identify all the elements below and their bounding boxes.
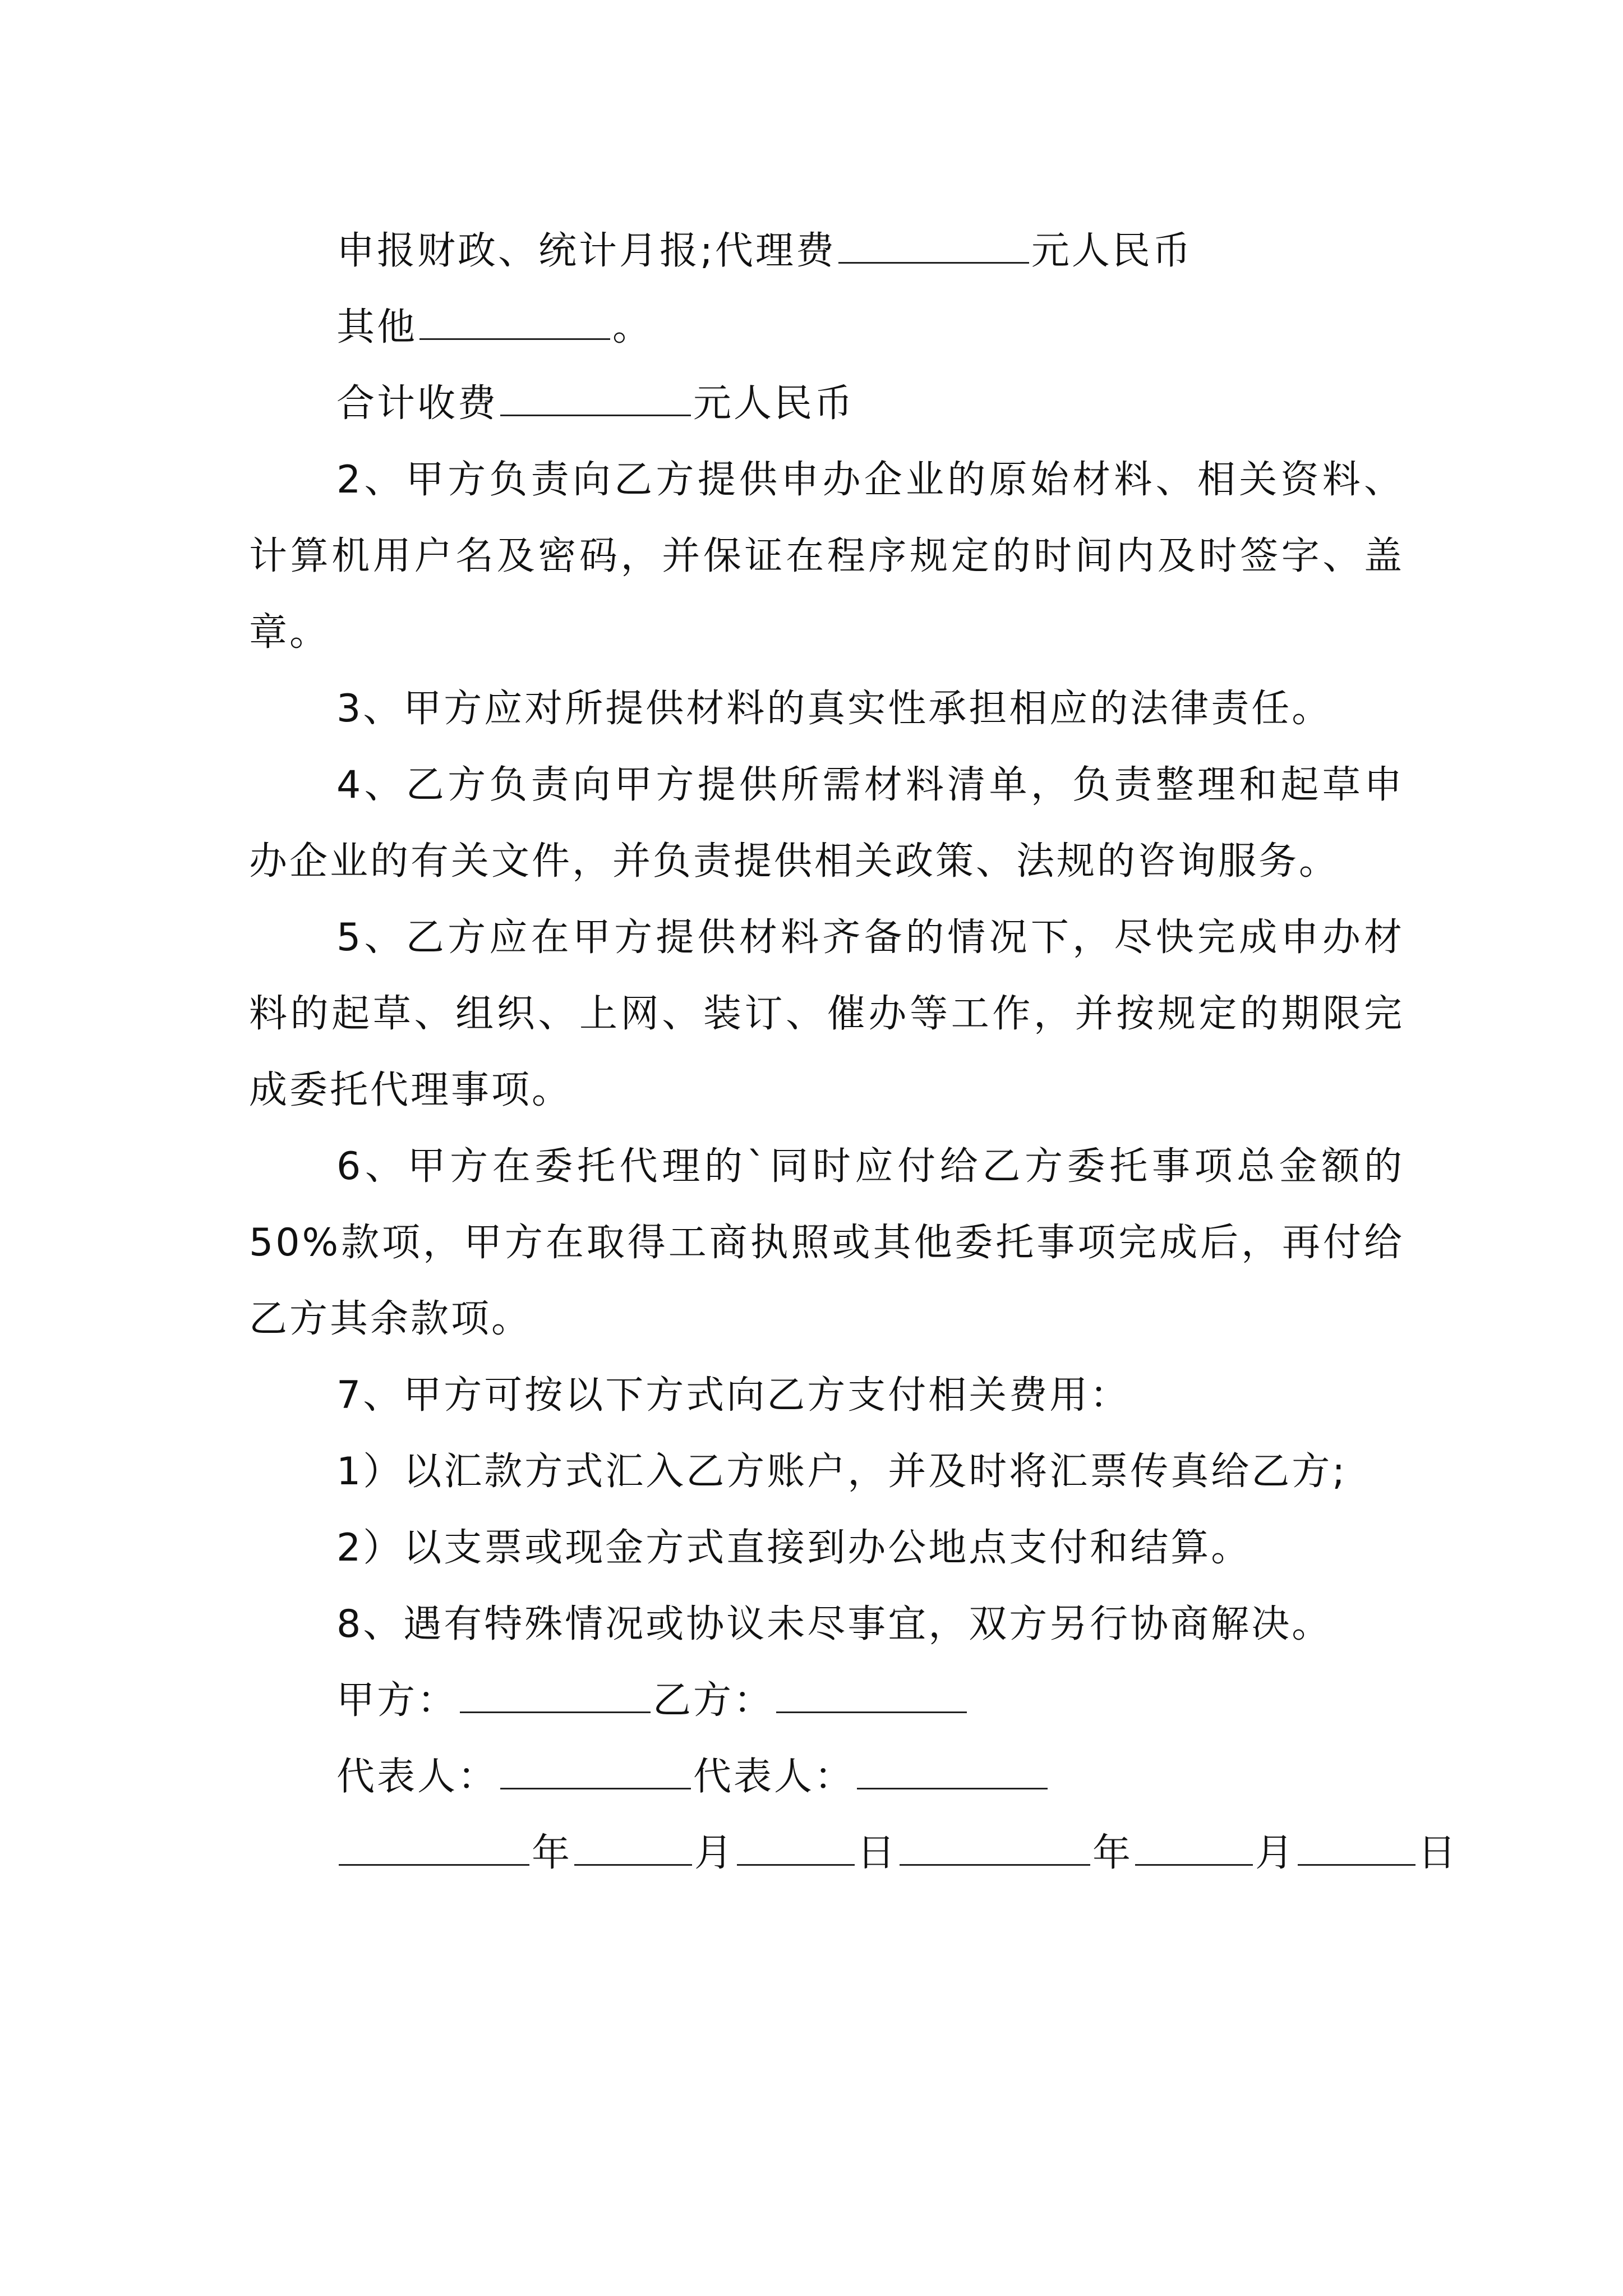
date-a-month-blank: [574, 1835, 692, 1866]
clause-5: 5、乙方应在甲方提供材料齐备的情况下，尽快完成申办材料的起草、组织、上网、装订、催办等工作，并按规定的期限完成委托代理事项。: [249, 915, 1404, 1112]
date-b-year: 年: [1092, 1831, 1133, 1875]
date-b-day-blank: [1298, 1835, 1415, 1866]
party-b-label: 乙方：: [653, 1678, 774, 1723]
rep-b-blank: [857, 1759, 1048, 1789]
fee-blank-agency: [838, 233, 1029, 264]
date-b-day: 日: [1418, 1831, 1459, 1875]
fee-blank-other: [419, 309, 610, 340]
fee-line-total-label: 合计收费: [336, 381, 499, 426]
rep-b-label: 代表人：: [693, 1755, 855, 1799]
clause-4: 4、乙方负责向甲方提供所需材料清单，负责整理和起草申办企业的有关文件，并负责提供相关政策、法规的咨询服务。: [249, 763, 1404, 884]
party-a-blank: [460, 1682, 651, 1713]
date-a-day: 日: [857, 1831, 898, 1875]
clause-7-2: 2）以支票或现金方式直接到办公地点支付和结算。: [336, 1526, 1252, 1570]
fee-line-total: [249, 366, 1404, 442]
rep-a-blank: [500, 1759, 691, 1789]
fee-blank-total: [500, 385, 691, 416]
date-a-year: 年: [532, 1831, 573, 1875]
fee-line-agency-label: 申报财政、统计月报;代理费: [336, 229, 836, 273]
date-a-day-blank: [737, 1835, 855, 1866]
clause-7-1: 1）以汇款方式汇入乙方账户，并及时将汇票传真给乙方;: [336, 1450, 1348, 1494]
clause-2: 2、甲方负责向乙方提供申办企业的原始材料、相关资料、计算机用户名及密码，并保证在程序规定的时间内及时签字、盖章。: [249, 458, 1404, 655]
party-a-label: 甲方：: [336, 1678, 458, 1723]
signature-parties: [249, 1663, 1404, 1739]
signature-representatives: [249, 1739, 1404, 1815]
date-b-month: 月: [1255, 1831, 1296, 1875]
fee-line-total-unit: 元人民币: [693, 381, 855, 426]
clause-6: 6、甲方在委托代理的`同时应付给乙方委托事项总金额的50%款项，甲方在取得工商执照或其他委托事项完成后，再付给乙方其余款项。: [249, 1144, 1404, 1341]
fee-line-agency-unit: 元人民币: [1031, 229, 1193, 273]
fee-line-other: [249, 289, 1404, 366]
date-a-month: 月: [694, 1831, 735, 1875]
clause-7: 7、甲方可按以下方式向乙方支付相关费用：: [336, 1373, 1131, 1418]
signature-dates: [249, 1815, 1459, 1892]
date-b-year-blank: [900, 1835, 1090, 1866]
date-b-month-blank: [1135, 1835, 1253, 1866]
fee-line-other-label: 其他: [336, 305, 418, 349]
date-a-year-blank: [339, 1835, 529, 1866]
clause-8: 8、遇有特殊情况或协议未尽事宜，双方另行协商解决。: [336, 1602, 1332, 1646]
contract-body: [249, 213, 1459, 1892]
fee-line-agency: [249, 213, 1404, 289]
clause-3: 3、甲方应对所提供材料的真实性承担相应的法律责任。: [336, 687, 1332, 731]
fee-line-other-end: 。: [612, 305, 653, 349]
party-b-blank: [776, 1682, 967, 1713]
rep-a-label: 代表人：: [336, 1755, 499, 1799]
